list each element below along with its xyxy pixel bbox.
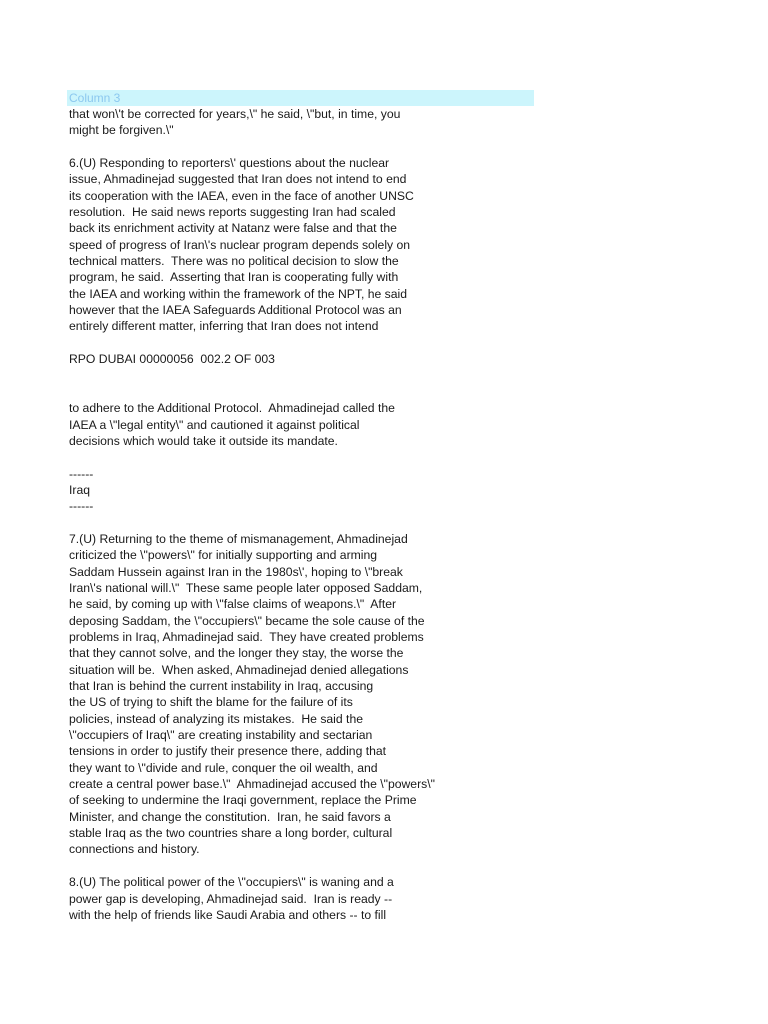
cable-body-text: that won\'t be corrected for years,\" he said, \"but, in time, you might be forgiven.\" 6.(U) Responding to reporters\' questions about the nuclear issue, Ahmadinejad suggested that Iran does not intend to end its cooperation with the IAEA, even in the face of another UNSC resolution. He said news reports suggesting Iran had scaled back its enrichment activity at Natanz were false and that the speed of progress of Iran\'s nuclear program depends solely on technical matters. There was no political decision to slow the program, he said. Asserting that Iran is cooperating fully with the IAEA and working within the framework of the NPT, he said however that the IAEA Safeguards Additional Protocol was an entirely different matter, inferring that Iran does not intend RPO DUBAI 00000056 002.2 OF 003 to adhere to the Additional Protocol. Ahmadinejad called the IAEA a \"legal entity\" and cautioned it against political decisions which would take it outside its mandate. ------ Iraq ------ 7.(U) Returning to the theme of mismanagement, Ahmadinejad criticized the \"powers\" for initially supporting and arming Saddam Hussein against Iran in the 1980s\', hoping to \"break Iran\'s national will.\" These same people later opposed Saddam, he said, by coming up with \"false claims of weapons.\" After deposing Saddam, the \"occupiers\" became the sole cause of the problems in Iraq, Ahmadinejad said. They have created problems that they cannot solve, and the longer they stay, the worse the situation will be. When asked, Ahmadinejad denied allegations that Iran is behind the current instability in Iraq, accusing the US of trying to shift the blame for the failure of its policies, instead of analyzing its mistakes. He said the \"occupiers of Iraq\" are creating instability and sectarian tensions in order to justify their presence there, adding that they want to \"divide and rule, conquer the oil wealth, and create a central power base.\" Ahmadinejad accused the \"powers\" of seeking to undermine the Iraqi government, replace the Prime Minister, and change the constitution. Iran, he said favors a stable Iraq as the two countries share a long border, cultural connections and history. 8.(U) The political power of the \"occupiers\" is waning and a power gap is developing, Ahmadinejad said. Iran is ready -- with the help of friends like Saudi Arabia and others -- to fill bbox=[69, 107, 435, 922]
column-header-cell[interactable]: Column 3 bbox=[67, 90, 534, 106]
